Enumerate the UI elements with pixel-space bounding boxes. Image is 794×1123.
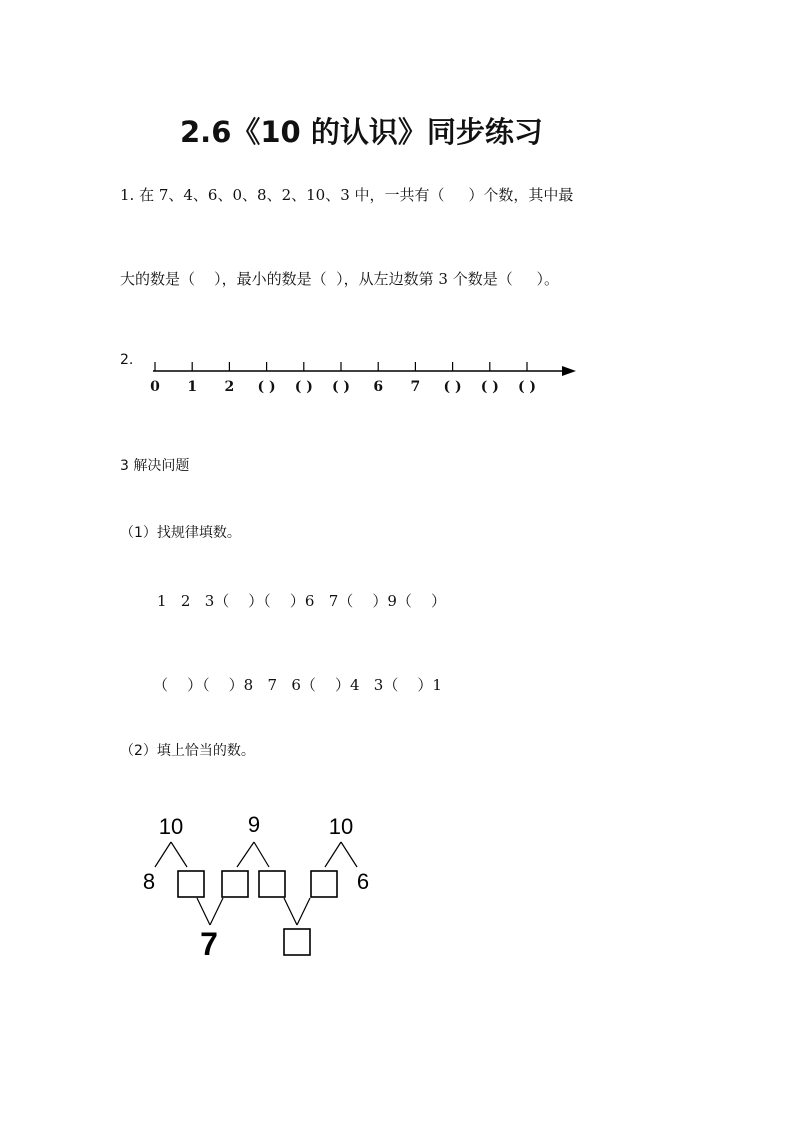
sequence-1: 1 2 3（ ）（ ）6 7（ ）9（ ）: [157, 592, 446, 610]
number-line-tick-label: 6: [373, 379, 384, 395]
connector-line: [210, 898, 223, 925]
number-line-tick-label: ( ): [443, 379, 462, 395]
connector-line: [171, 842, 187, 867]
answer-box: [311, 871, 337, 897]
part-2-label: （2）填上恰当的数。: [120, 743, 255, 759]
number-line-tick-label: ( ): [257, 379, 276, 395]
connector-line: [155, 842, 171, 867]
connector-line: [284, 898, 297, 925]
diagram-left-number: 8: [142, 869, 156, 894]
answer-box: [178, 871, 204, 897]
question-1-line-2: 大的数是（ ），最小的数是（ ），从左边数第 3 个数是（ ）。: [120, 270, 560, 288]
connector-line: [297, 898, 310, 925]
number-line-tick-label: 2: [224, 379, 235, 395]
answer-box: [284, 929, 310, 955]
question-2-label: 2.: [120, 352, 134, 368]
number-line-tick-label: 1: [187, 379, 198, 395]
connector-line: [197, 898, 210, 925]
diagram-top-middle: 9: [247, 812, 261, 837]
number-line-tick-label: ( ): [480, 379, 499, 395]
diagram-top-right: 10: [328, 814, 354, 839]
part-1-label: （1）找规律填数。: [120, 525, 241, 541]
sequence-2: （ ）（ ）8 7 6（ ）4 3（ ）1: [153, 676, 442, 694]
connector-line: [341, 842, 357, 867]
diagram-bottom-number: 7: [200, 926, 218, 962]
answer-box: [222, 871, 248, 897]
diagram-right-number: 6: [356, 869, 370, 894]
question-1-line-1: 1. 在 7、4、6、0、8、2、10、3 中，一共有（ ）个数，其中最: [120, 186, 574, 204]
connector-line: [254, 842, 269, 867]
section-3-heading: 3 解决问题: [120, 458, 190, 474]
number-line-tick-label: 7: [410, 379, 421, 395]
diagram-top-left: 10: [158, 814, 184, 839]
connector-line: [325, 842, 341, 867]
page-title: 2.6《10 的认识》同步练习: [180, 115, 543, 149]
answer-box: [259, 871, 285, 897]
number-line-tick-label: ( ): [331, 379, 351, 395]
number-line-tick-label: ( ): [294, 379, 313, 395]
connector-line: [237, 842, 254, 867]
number-line-tick-label: 0: [150, 379, 160, 395]
number-line-tick-label: ( ): [517, 379, 537, 395]
